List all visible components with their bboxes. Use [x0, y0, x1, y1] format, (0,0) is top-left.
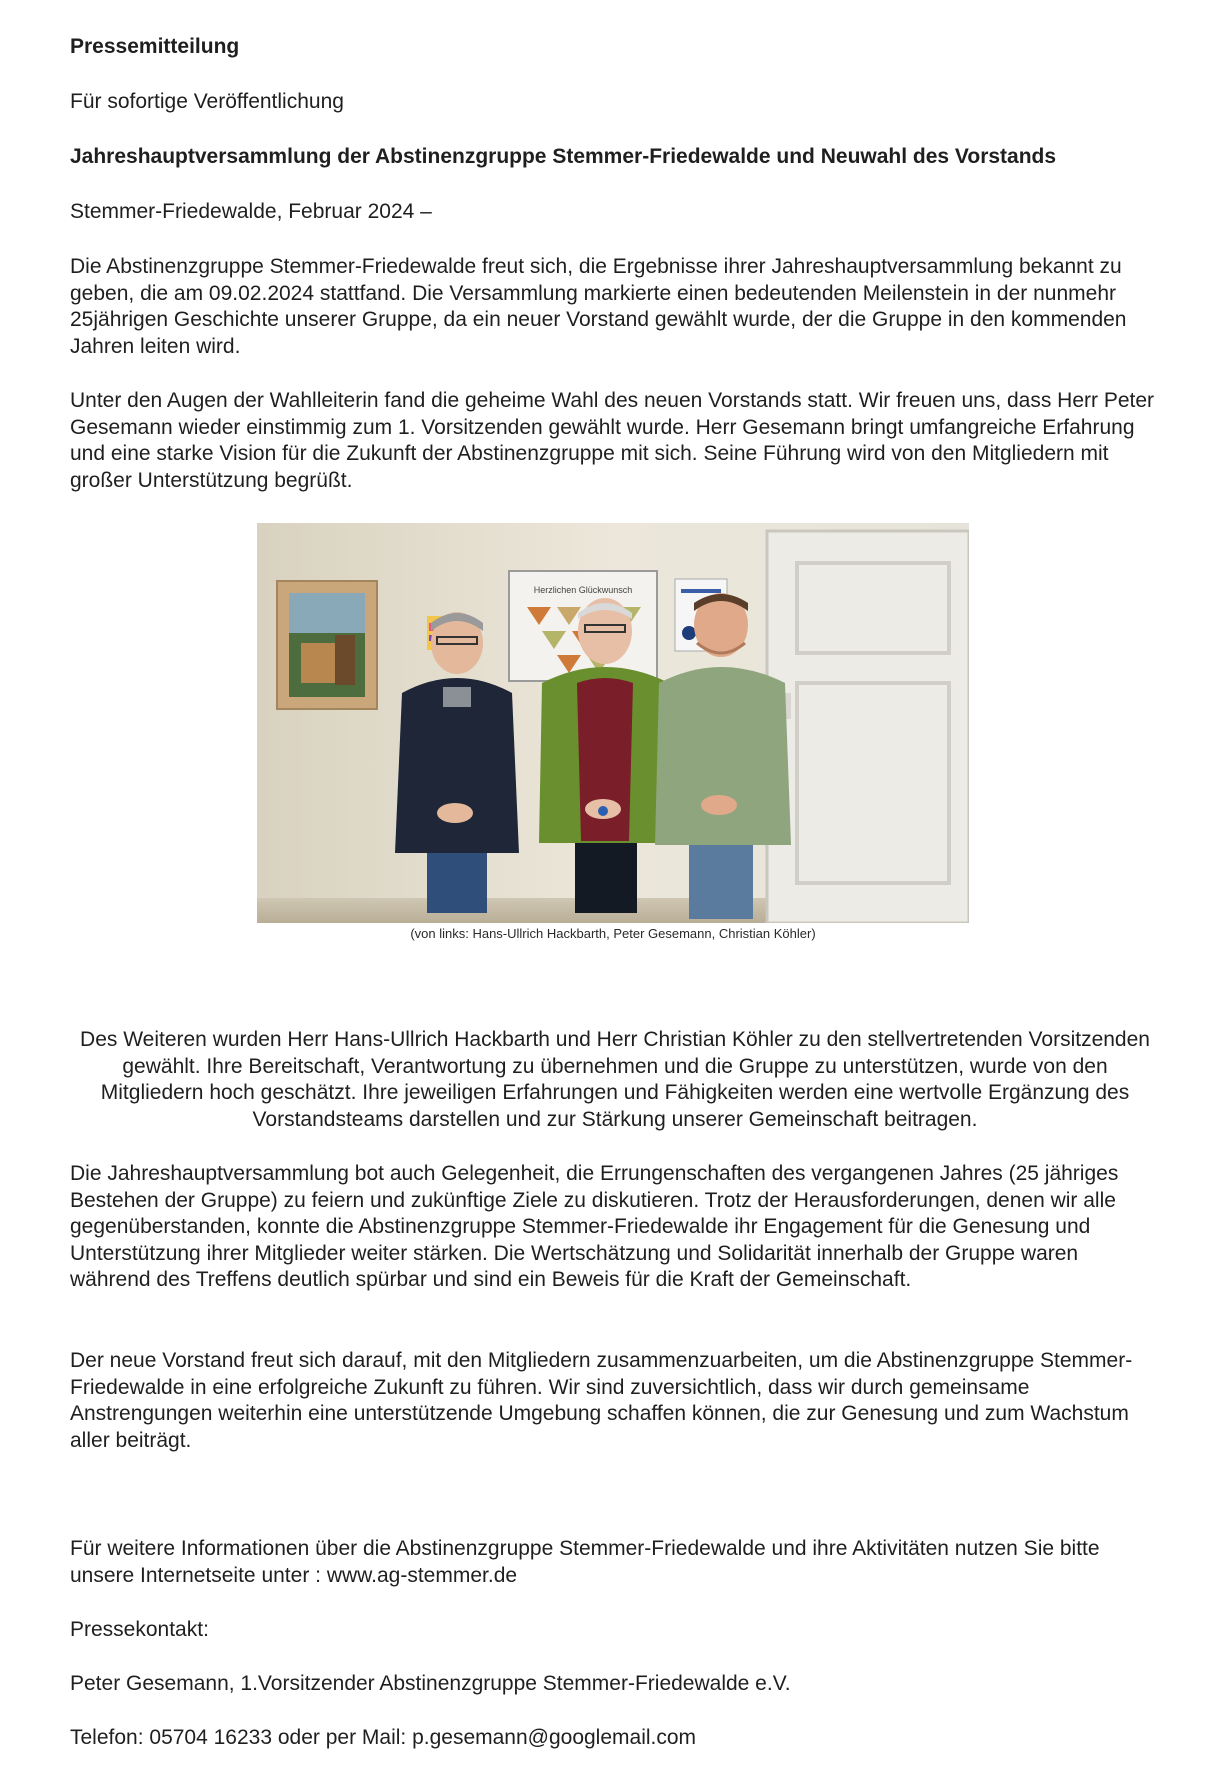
paragraph-outlook: Der neue Vorstand freut sich darauf, mit den Mitgliedern zusammenzuarbeiten, um die Abstinenzgruppe Stemmer-Friedewalde in eine erfolgreiche Zukunft zu führen. Wir sind zuversichtlich, dass wir durch gemeinsame Anstrengungen weiterhin eine unterstützende Umgebung schaffen können, die zur Genesung und zum Wachstum aller beiträgt.: [70, 1349, 1133, 1452]
photo-caption: (von links: Hans-Ullrich Hackbarth, Peter Gesemann, Christian Köhler): [410, 926, 816, 941]
info-website: Für weitere Informationen über die Abstinenzgruppe Stemmer-Friedewalde und ihre Aktivitäten nutzen Sie bitte unsere Internetseite unter : www.ag-stemmer.de: [70, 1537, 1100, 1587]
contact-phone: Telefon: 05704 16233 oder per Mail: p.gesemann@googlemail.com: [70, 1726, 697, 1749]
contact-name: Peter Gesemann, 1.Vorsitzender Abstinenzgruppe Stemmer-Friedewalde e.V.: [70, 1672, 791, 1695]
group-photo: [257, 523, 969, 923]
release-note: Für sofortige Veröffentlichung: [70, 90, 344, 113]
paragraph-election: Unter den Augen der Wahlleiterin fand die geheime Wahl des neuen Vorstands statt. Wir freuen uns, dass Herr Peter Gesemann wieder einstimmig zum 1. Vorsitzenden gewählt wurde. Herr Gesemann bringt umfangreiche Erfahrung und eine starke Vision für die Zukunft der Abstinenzgruppe mit sich. Seine Führung wird von den Mitgliedern mit großer Unterstützung begrüßt.: [70, 389, 1155, 492]
document-label: Pressemitteilung: [70, 35, 240, 58]
door: [767, 531, 969, 923]
page-title: Jahreshauptversammlung der Abstinenzgruppe Stemmer-Friedewalde und Neuwahl des Vorstands: [70, 145, 1057, 168]
poster-text: Herzlichen Glückwunsch: [533, 585, 633, 595]
painting-frame: [277, 581, 377, 709]
paragraph-intro: Die Abstinenzgruppe Stemmer-Friedewalde freut sich, die Ergebnisse ihrer Jahreshauptversammlung bekannt zu geben, die am 09.02.2024 stattfand. Die Versammlung markierte einen bedeutenden Meilenstein in der nunmehr 25jährigen Geschichte unserer Gruppe, da ein neuer Vorstand gewählt wurde, der die Gruppe in den kommenden Jahren leiten wird.: [70, 255, 1127, 358]
paragraph-deputies: Des Weiteren wurden Herr Hans-Ullrich Hackbarth und Herr Christian Köhler zu den stellvertretenden Vorsitzenden gewählt. Ihre Bereitschaft, Verantwortung zu übernehmen und die Gruppe zu unterstützen, wurde von den Mitgliedern hoch geschätzt. Ihre jeweiligen Erfahrungen und Fähigkeiten werden eine wertvolle Ergänzung des Vorstandsteams darstellen und zur Stärkung unserer Gemeinschaft beitragen.: [80, 1028, 1150, 1131]
group-photo-illustration: [257, 523, 969, 923]
contact-label: Pressekontakt:: [70, 1618, 209, 1641]
dateline: Stemmer-Friedewalde, Februar 2024 –: [70, 200, 432, 223]
paragraph-anniversary: Die Jahreshauptversammlung bot auch Gelegenheit, die Errungenschaften des vergangenen Jahres (25 jähriges Bestehen der Gruppe) zu feiern und zukünftige Ziele zu diskutieren. Trotz der Herausforderungen, denen wir alle gegenüberstanden, konnte die Abstinenzgruppe Stemmer-Friedewalde ihr Engagement für die Genesung und Unterstützung ihrer Mitglieder weiter stärken. Die Wertschätzung und Solidarität innerhalb der Gruppe waren während des Treffens deutlich spürbar und sind ein Beweis für die Kraft der Gemeinschaft.: [70, 1162, 1119, 1291]
